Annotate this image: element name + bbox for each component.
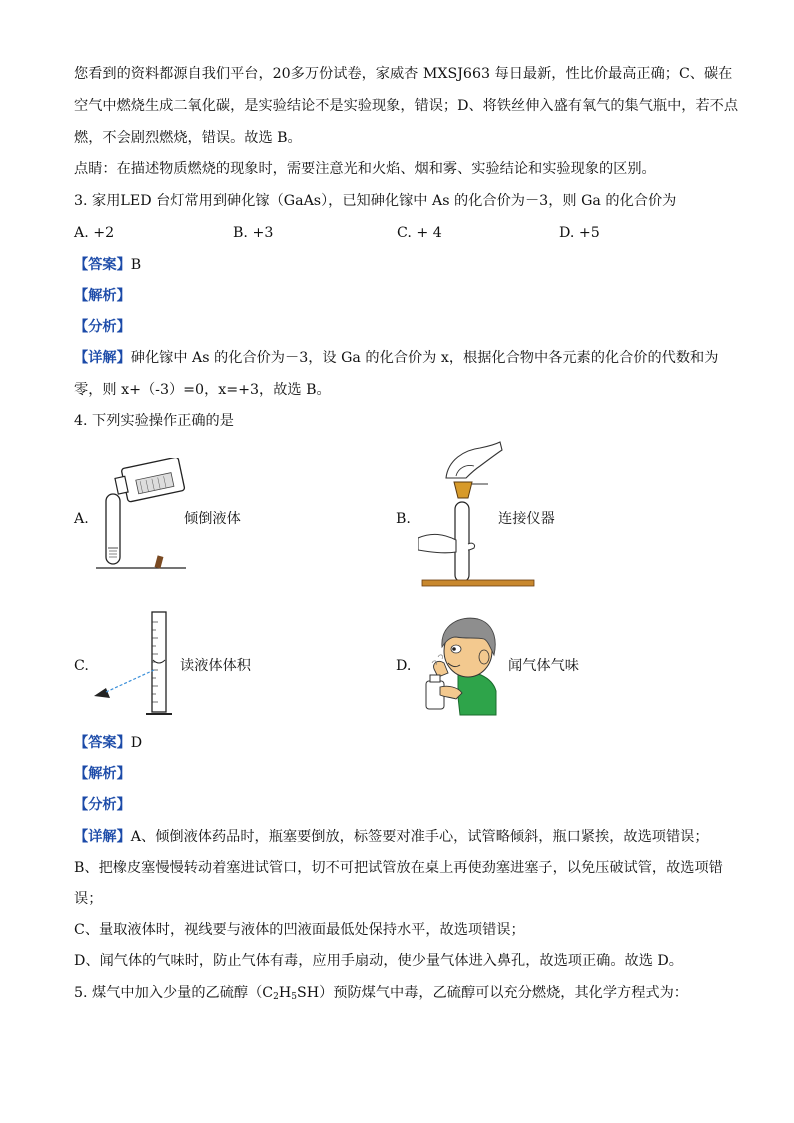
q3-answer bbox=[74, 255, 141, 275]
q4-option-d-label: 闻气体气味 bbox=[508, 658, 579, 674]
fenxi-tag: 【分析】 bbox=[74, 319, 131, 335]
q4-detail-d: D、闻气体的气味时，防止气体有毒，应用手扇动，使少量气体进入鼻孔，故选项正确。故选 D。 bbox=[74, 953, 683, 969]
q3-option-a: A. +2 bbox=[74, 225, 115, 241]
q3-stem: 3. 家用LED 台灯常用到砷化镓（GaAs），已知砷化镓中 As 的化合价为－3，则 Ga 的化合价为 bbox=[74, 193, 677, 209]
note-line: 点睛：在描述物质燃烧的现象时，需要注意光和火焰、烟和雾、实验结论和实验现象的区别。 bbox=[74, 161, 656, 177]
detail-text: 砷化镓中 As 的化合价为－3，设 Ga 的化合价为 x，根据化合物中各元素的化合价的代数和为 bbox=[130, 350, 719, 366]
q4-fenxi bbox=[74, 795, 131, 815]
smelling-gas-figure bbox=[418, 607, 500, 719]
q4-stem: 4. 下列实验操作正确的是 bbox=[74, 413, 234, 429]
q5-stem-mid: H bbox=[278, 985, 292, 1001]
q5-stem-pre: 5. 煤气中加入少量的乙硫醇（C bbox=[74, 985, 274, 1001]
answer-tag: 【答案】 bbox=[74, 257, 131, 273]
q3-analysis bbox=[74, 286, 131, 306]
q5-stem bbox=[74, 983, 688, 1007]
q4-answer bbox=[74, 733, 142, 753]
q4-option-b-label: 连接仪器 bbox=[498, 511, 555, 527]
detail-tag: 【详解】 bbox=[74, 350, 131, 366]
q3-detail-cont: 零，则 x+（-3）=0，x=+3，故选 B。 bbox=[74, 382, 331, 398]
paragraph-line: 您看到的资料都源自我们平台，20多万份试卷，家威杏 MXSJ663 每日最新，性比价最高正确；C、碳在 bbox=[74, 66, 733, 82]
paragraph-line: 燃，不会剧烈燃烧，错误。故选 B。 bbox=[74, 130, 302, 146]
detail-tag: 【详解】 bbox=[74, 829, 131, 845]
answer-value: B bbox=[130, 257, 142, 273]
q4-analysis bbox=[74, 764, 131, 784]
detail-text: A、倾倒液体药品时，瓶塞要倒放，标签要对准手心，试管略倾斜，瓶口紧挨，故选项错误； bbox=[130, 829, 709, 845]
q4-option-a-label: 倾倒液体 bbox=[184, 511, 241, 527]
q4-detail-b-cont: 误； bbox=[74, 891, 103, 907]
answer-tag: 【答案】 bbox=[74, 735, 131, 751]
q3-option-b: B. +3 bbox=[233, 225, 274, 241]
q3-detail bbox=[74, 348, 718, 368]
q4-detail-b: B、把橡皮塞慢慢转动着塞进试管口，切不可把试管放在桌上再使劲塞进塞子，以免压破试管，故选项错 bbox=[74, 860, 723, 876]
q4-detail-c: C、量取液体时，视线要与液体的凹液面最低处保持水平，故选项错误； bbox=[74, 922, 525, 938]
pouring-liquid-figure bbox=[96, 458, 188, 570]
q4-detail bbox=[74, 827, 709, 847]
q4-option-c-label: 读液体体积 bbox=[180, 658, 251, 674]
reading-volume-figure bbox=[88, 610, 180, 718]
q5-sub-1: 2 bbox=[273, 992, 279, 1002]
analysis-tag: 【解析】 bbox=[74, 766, 131, 782]
q4-option-a-letter: A. bbox=[74, 511, 89, 527]
q3-option-c: C. + 4 bbox=[397, 225, 442, 241]
analysis-tag: 【解析】 bbox=[74, 288, 131, 304]
q4-option-c-letter: C. bbox=[74, 658, 89, 674]
q5-stem-post: SH）预防煤气中毒，乙硫醇可以充分燃烧，其化学方程式为： bbox=[297, 985, 688, 1001]
paragraph-line: 空气中燃烧生成二氧化碳，是实验结论不是实验现象，错误；D、将铁丝伸入盛有氧气的集气瓶中，若不点 bbox=[74, 98, 739, 114]
q5-sub-2: 5 bbox=[291, 992, 297, 1002]
answer-value: D bbox=[130, 735, 143, 751]
q4-option-d-letter: D. bbox=[396, 658, 412, 674]
q3-option-d: D. +5 bbox=[559, 225, 600, 241]
fenxi-tag: 【分析】 bbox=[74, 797, 131, 813]
q3-fenxi bbox=[74, 317, 131, 337]
q4-option-b-letter: B. bbox=[396, 511, 411, 527]
